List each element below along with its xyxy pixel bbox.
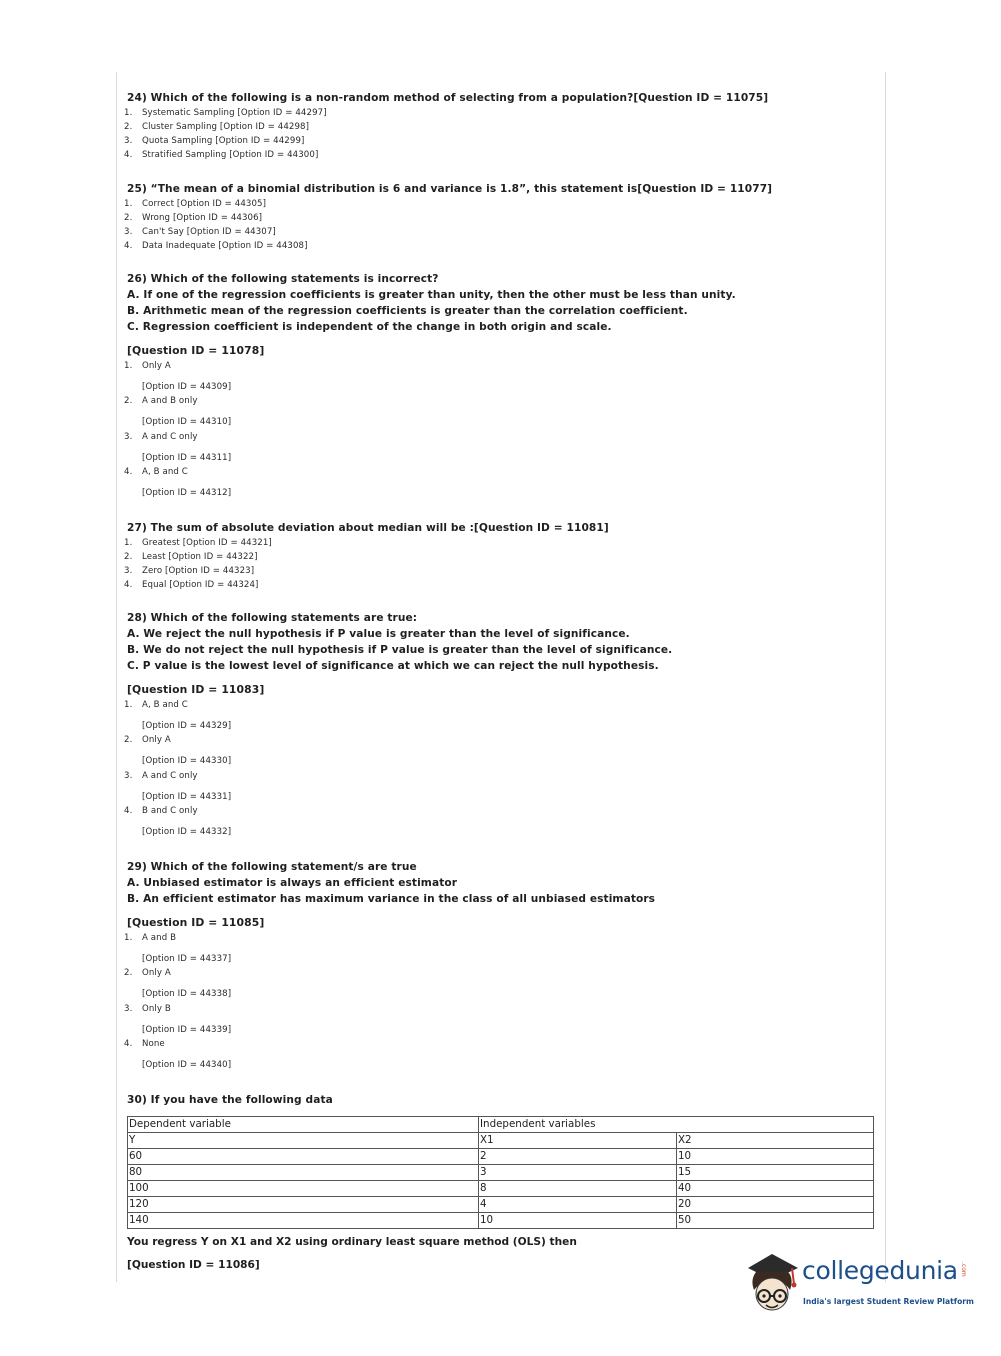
table-cell: 100 [128,1181,479,1197]
option-text: Least [Option ID = 44322] [142,552,258,562]
option-id: [Option ID = 44332] [142,826,232,837]
question-id: [Question ID = 11085] [127,916,265,929]
option-text: Cluster Sampling [Option ID = 44298] [142,122,310,132]
table-subheader-row [128,1133,874,1149]
table-header-cell: Independent variables [479,1117,874,1133]
option-number: 3. [124,431,133,442]
option-id: [Option ID = 44340] [142,1059,232,1070]
question-id: [Question ID = 11078] [127,344,265,357]
option-text: Equal [Option ID = 44324] [142,580,259,590]
option-item [124,931,655,966]
option-text: A and C only [142,770,198,781]
option-text: Greatest [Option ID = 44321] [142,538,272,548]
option-text: Only A [142,968,171,979]
question-title: 24) Which of the following is a non-random method of selecting from a population?[Question ID = 11075] [127,92,769,104]
option-id: [Option ID = 44311] [142,452,232,463]
logo-tagline: India's largest Student Review Platform [803,1297,974,1306]
option-number: 2. [124,122,133,132]
option-item [124,359,736,394]
question-title: 29) Which of the following statement/s are true [127,861,417,873]
table-cell: 10 [677,1149,874,1165]
collegedunia-logo[interactable] [742,1250,982,1320]
question-id: [Question ID = 11086] [127,1259,260,1271]
question-title: 27) The sum of absolute deviation about median will be :[Question ID = 11081] [127,522,609,534]
option-text: B and C only [142,805,198,816]
statement: B. Arithmetic mean of the regression coefficients is greater than the correlation coefficient. [127,305,688,317]
option-item [124,148,768,162]
table-cell: 50 [677,1213,874,1229]
table-row [128,1149,874,1165]
option-list [124,698,672,839]
question-27 [124,520,609,592]
option-number: 1. [124,933,133,943]
question-24 [124,90,769,162]
table-header-row [128,1117,874,1133]
table-row [128,1165,874,1181]
table-cell: 8 [479,1181,677,1197]
option-text: None [142,1038,165,1049]
table-cell: 140 [128,1213,479,1229]
option-number: 1. [124,361,133,371]
table-cell: 20 [677,1197,874,1213]
option-text: Stratified Sampling [Option ID = 44300] [142,150,319,160]
option-text: A, B and C [142,700,188,710]
option-item [124,1037,655,1072]
option-item [124,430,736,465]
question-title: 28) Which of the following statements are true: [127,612,418,624]
option-number: 2. [124,396,133,407]
option-list [124,197,772,253]
option-number: 4. [124,580,133,590]
option-item [124,197,772,211]
option-text: Systematic Sampling [Option ID = 44297] [142,108,327,118]
statement: A. We reject the null hypothesis if P value is greater than the level of significance. [127,628,630,640]
option-number: 4. [124,466,133,477]
option-id: [Option ID = 44338] [142,989,232,1000]
table-cell: Y [128,1133,479,1149]
option-number: 1. [124,108,133,118]
option-text: Correct [Option ID = 44305] [142,199,267,209]
option-text: Data Inadequate [Option ID = 44308] [142,241,308,251]
table-row [128,1197,874,1213]
table-row [128,1181,874,1197]
option-text: A and B [142,933,177,943]
option-item [124,465,736,500]
left-margin-line [116,72,117,1282]
table-cell: 120 [128,1197,479,1213]
option-number: 4. [124,1038,133,1049]
option-id: [Option ID = 44312] [142,487,232,498]
option-number: 2. [124,968,133,979]
option-item [124,733,672,768]
option-number: 2. [124,735,133,746]
table-cell: 4 [479,1197,677,1213]
option-list [124,931,655,1072]
table-cell: 10 [479,1213,677,1229]
option-id: [Option ID = 44310] [142,417,232,428]
option-number: 3. [124,1003,133,1014]
question-26 [124,271,736,500]
option-number: 3. [124,136,133,146]
table-cell: 80 [128,1165,479,1181]
option-item [124,804,672,839]
option-id: [Option ID = 44331] [142,791,232,802]
option-text: Wrong [Option ID = 44306] [142,213,263,223]
logo-wordmark: collegedunia [802,1256,958,1285]
option-list [124,106,768,162]
table-cell: 2 [479,1149,677,1165]
option-text: Quota Sampling [Option ID = 44299] [142,136,305,146]
mascot-icon [742,1250,802,1320]
table-header-cell: Dependent variable [128,1117,479,1133]
statement: C. P value is the lowest level of significance at which we can reject the null hypothesis. [127,660,659,672]
option-item [124,564,609,578]
option-item [124,1002,655,1037]
option-text: Only A [142,361,171,371]
option-number: 1. [124,199,133,209]
data-table [127,1116,874,1229]
table-cell: X1 [479,1133,677,1149]
option-text: Can't Say [Option ID = 44307] [142,227,276,237]
table-row [128,1213,874,1229]
option-item [124,225,772,239]
option-number: 3. [124,566,133,576]
option-number: 3. [124,770,133,781]
option-list [124,359,736,500]
right-margin-line [885,72,886,1282]
option-number: 4. [124,805,133,816]
option-number: 2. [124,552,133,562]
option-number: 2. [124,213,133,223]
question-title: 26) Which of the following statements is incorrect? [127,273,439,285]
statement: B. An efficient estimator has maximum variance in the class of all unbiased estimators [127,893,656,905]
table-cell: 3 [479,1165,677,1181]
option-id: [Option ID = 44330] [142,756,232,767]
option-id: [Option ID = 44339] [142,1024,232,1035]
statement: A. If one of the regression coefficients is greater than unity, then the other must be less than unity. [127,289,736,301]
table-cell: 15 [677,1165,874,1181]
option-item [124,239,772,253]
option-text: A and C only [142,431,198,442]
question-29 [124,859,656,1072]
statement: C. Regression coefficient is independent of the change in both origin and scale. [127,321,612,333]
option-item [124,120,768,134]
question-title: 25) “The mean of a binomial distribution is 6 and variance is 1.8”, this statement is[Question ID = 11077] [127,183,773,195]
table-cell: 40 [677,1181,874,1197]
question-28 [124,610,673,839]
logo-suffix: .com [960,1262,967,1277]
option-id: [Option ID = 44309] [142,382,232,392]
question-30-followup: You regress Y on X1 and X2 using ordinary least square method (OLS) then [127,1236,577,1248]
option-number: 3. [124,227,133,237]
question-title: 30) If you have the following data [127,1094,333,1106]
option-number: 1. [124,700,133,710]
option-list [124,536,609,592]
option-id: [Option ID = 44329] [142,721,232,731]
statement: A. Unbiased estimator is always an efficient estimator [127,877,458,889]
option-item [124,106,768,120]
option-number: 1. [124,538,133,548]
option-number: 4. [124,241,133,251]
option-item [124,394,736,429]
option-item [124,578,609,592]
question-id: [Question ID = 11083] [127,683,265,696]
option-text: Only B [142,1003,171,1014]
option-text: A, B and C [142,466,188,477]
option-item [124,698,672,733]
option-item [124,536,609,550]
option-item [124,211,772,225]
option-id: [Option ID = 44337] [142,954,232,964]
option-item [124,134,768,148]
option-number: 4. [124,150,133,160]
question-30 [127,1092,333,1108]
option-item [124,769,672,804]
option-text: A and B only [142,396,198,407]
table-cell: 60 [128,1149,479,1165]
table-cell: X2 [677,1133,874,1149]
option-text: Only A [142,735,171,746]
question-25 [124,181,773,253]
option-text: Zero [Option ID = 44323] [142,566,255,576]
option-item [124,550,609,564]
option-item [124,966,655,1001]
statement: B. We do not reject the null hypothesis if P value is greater than the level of significance. [127,644,673,656]
